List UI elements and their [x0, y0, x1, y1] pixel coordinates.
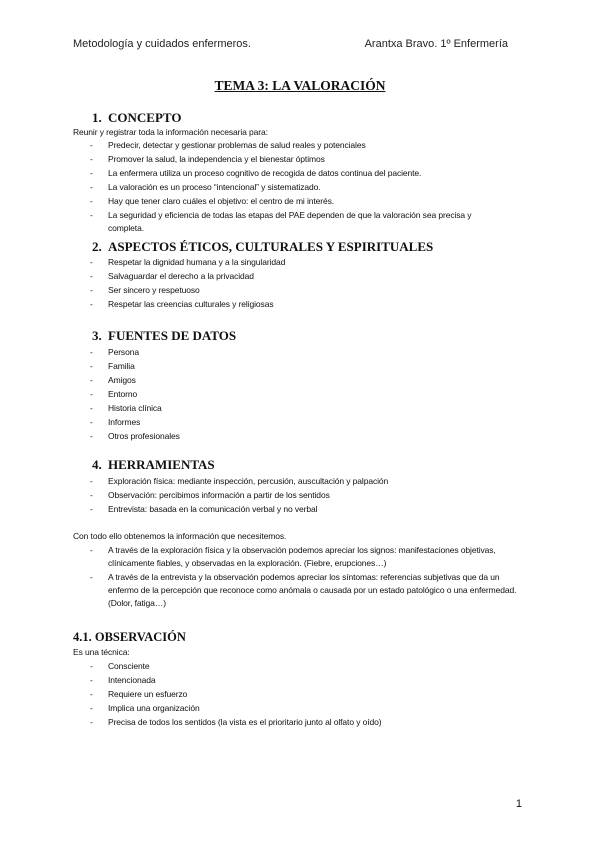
list-item: - Observación: percibimos información a partir de los sentidos: [0, 488, 508, 502]
section-title: HERRAMIENTAS: [108, 457, 215, 472]
section-title: CONCEPTO: [108, 110, 182, 125]
list-item: - Salvaguardar el derecho a la privacidad: [0, 269, 508, 283]
page-title: TEMA 3: LA VALORACIÓN: [214, 78, 386, 93]
header-right: Arantxa Bravo. 1º Enfermería: [364, 38, 508, 50]
subsection-heading: 4.1. OBSERVACIÓN: [73, 630, 186, 644]
concept-list: [0, 139, 508, 236]
list-item: - Historia clínica: [0, 401, 508, 415]
list-item: - Requiere un esfuerzo: [0, 687, 508, 701]
section-heading: [92, 457, 215, 473]
list-item: - Familia: [0, 359, 508, 373]
header-left: Metodología y cuidados enfermeros.: [73, 38, 251, 50]
list-item: - Entorno: [0, 387, 508, 401]
sources-list: [0, 345, 508, 443]
list-item: - Respetar las creencias culturales y religiosas: [0, 297, 508, 311]
list-item: - Entrevista: basada en la comunicación verbal y no verbal: [0, 502, 508, 516]
list-item: - Implica una organización: [0, 701, 508, 715]
ethics-list: [0, 255, 508, 311]
section-number: 1.: [92, 110, 102, 125]
list-item: - Informes: [0, 415, 508, 429]
list-item: - La seguridad y eficiencia de todas las etapas del PAE dependen de que la valoración sea precisa y completa.: [0, 209, 508, 235]
section-title: FUENTES DE DATOS: [108, 328, 237, 343]
list-item: - Exploración física: mediante inspección, percusión, auscultación y palpación: [0, 474, 508, 488]
list-item: - Consciente: [0, 659, 508, 673]
list-item: - Intencionada: [0, 673, 508, 687]
section-heading: [92, 328, 236, 344]
section-number: 4.: [92, 457, 102, 472]
list-item: - Promover la salud, la independencia y el bienestar óptimos: [0, 153, 508, 166]
list-item: - Ser sincero y respetuoso: [0, 283, 508, 297]
signs-symptoms-list: [0, 544, 518, 611]
section-intro: Reunir y registrar toda la información necesaria para:: [73, 127, 268, 137]
list-item: - La enfermera utiliza un proceso cognitivo de recogida de datos continua del paciente.: [0, 167, 508, 180]
tools-list: [0, 474, 508, 516]
section-heading: [92, 110, 181, 126]
section-number: 3.: [92, 328, 102, 343]
tools-outro: Con todo ello obtenemos la información que necesitemos.: [73, 531, 287, 541]
list-item: - Hay que tener claro cuáles el objetivo: el centro de mi interés.: [0, 195, 508, 208]
list-item: - Predecir, detectar y gestionar problemas de salud reales y potenciales: [0, 139, 508, 152]
section-heading: [92, 239, 433, 255]
list-item: - A través de la entrevista y la observación podemos apreciar los síntomas: referencias subjetivas que da un enfermo de la percepción que reconoce como anómala o causada por un estado patológico o una enfermedad. (Dolor, fatiga…): [0, 571, 518, 610]
page-number: 1: [515, 798, 522, 810]
list-item: - La valoración es un proceso “intencional” y sistematizado.: [0, 181, 508, 194]
subsection-intro: Es una técnica:: [73, 647, 130, 657]
observation-list: [0, 659, 508, 729]
list-item: - Persona: [0, 345, 508, 359]
list-item: - A través de la exploración física y la observación podemos apreciar los signos: manifestaciones objetivas, clínicamente fiables, y observadas en la exploración. (Fiebre, erupciones…): [0, 544, 518, 570]
section-number: 2.: [92, 239, 102, 254]
list-item: - Precisa de todos los sentidos (la vista es el prioritario junto al olfato y oído): [0, 715, 508, 729]
section-title: ASPECTOS ÉTICOS, CULTURALES Y ESPIRITUALES: [108, 239, 434, 254]
list-item: - Amigos: [0, 373, 508, 387]
list-item: - Respetar la dignidad humana y a la singularidad: [0, 255, 508, 269]
list-item: - Otros profesionales: [0, 429, 508, 443]
